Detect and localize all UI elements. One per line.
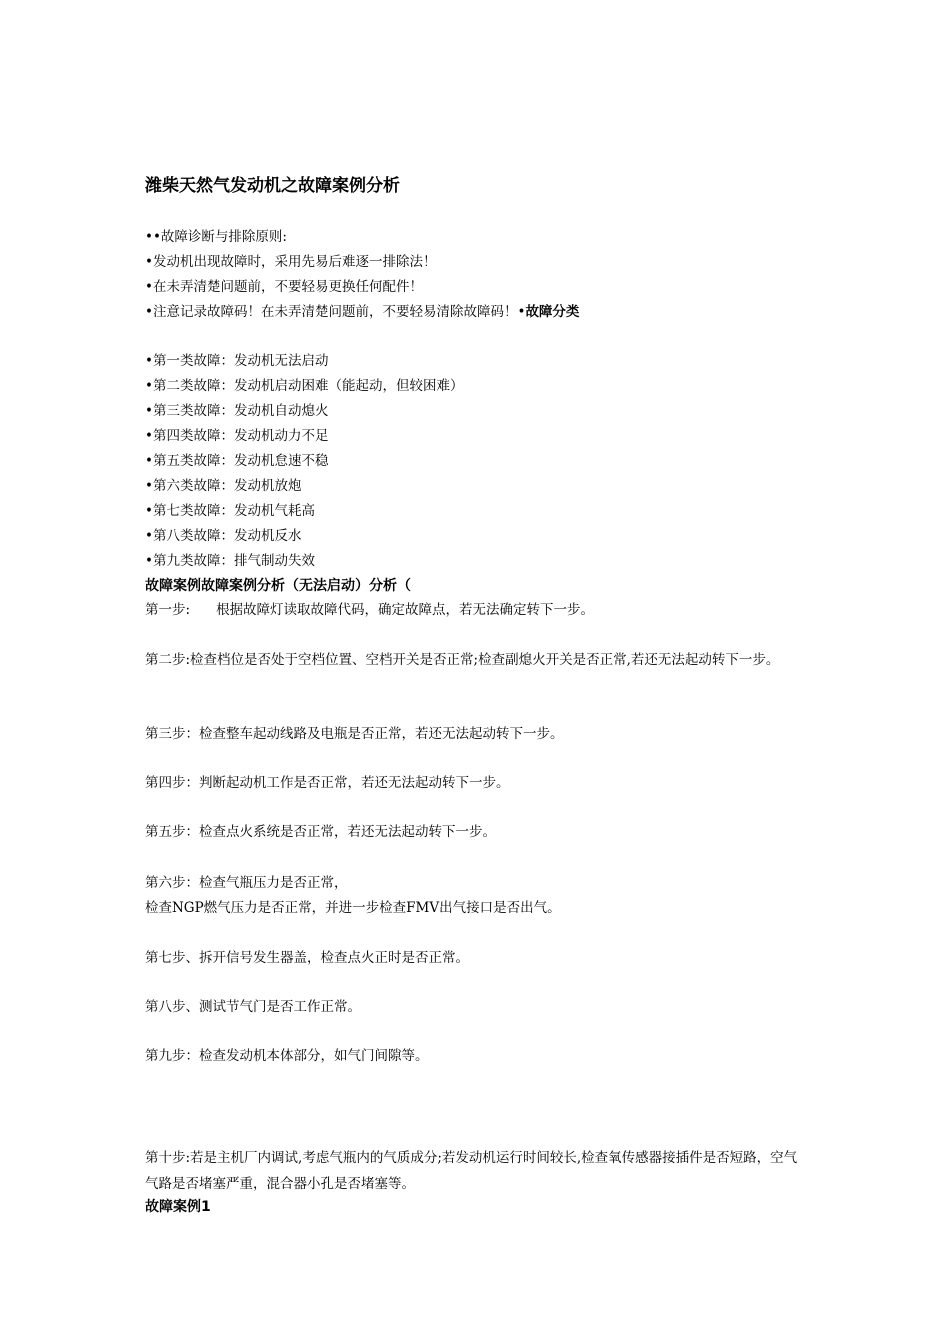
step-8: 第八步、测试节气门是否工作正常。 xyxy=(145,999,361,1015)
principle-item-text: •注意记录故障码！在未弄清楚问题前，不要轻易清除故障码！• xyxy=(145,304,526,320)
step-5: 第五步：检查点火系统是否正常，若还无法起动转下一步。 xyxy=(145,824,496,840)
principle-item: •在未弄清楚问题前，不要轻易更换任何配件！ xyxy=(145,279,423,295)
principle-item-with-classification xyxy=(145,302,579,322)
category-item: •第八类故障：发动机反水 xyxy=(145,528,302,544)
step-1-label: 第一步: xyxy=(145,602,191,618)
step-10: 第十步:若是主机厂内调试,考虑气瓶内的气质成分;若发动机运行时间较长,检查氧传感器接插件是否短路，空气气路是否堵塞严重，混合器小孔是否堵塞等。 xyxy=(145,1150,798,1192)
category-item: •第二类故障：发动机启动困难（能起动，但较困难） xyxy=(145,378,464,394)
step-7: 第七步、拆开信号发生器盖，检查点火正时是否正常。 xyxy=(145,950,469,966)
document-title: 潍柴天然气发动机之故障案例分析 xyxy=(145,176,400,196)
case-heading: 故障案例1 xyxy=(145,1199,211,1215)
category-item: •第六类故障：发动机放炮 xyxy=(145,478,302,494)
step-1 xyxy=(145,600,594,620)
principle-item: •发动机出现故障时，采用先易后难逐一排除法！ xyxy=(145,254,437,270)
step-4: 第四步：判断起动机工作是否正常，若还无法起动转下一步。 xyxy=(145,775,510,791)
category-item: •第四类故障：发动机动力不足 xyxy=(145,428,329,444)
step-1-text: 根据故障灯读取故障代码，确定故障点，若无法确定转下一步。 xyxy=(216,602,595,618)
step-9: 第九步：检查发动机本体部分，如气门间隙等。 xyxy=(145,1048,429,1064)
step-6-line-1: 第六步：检查气瓶压力是否正常， xyxy=(145,875,348,891)
classification-label: 故障分类 xyxy=(525,304,580,320)
step-6-line-2: 检查NGP燃气压力是否正常，并进一步检查FMV出气接口是否出气。 xyxy=(145,900,561,916)
category-item: •第一类故障：发动机无法启动 xyxy=(145,353,329,369)
category-item: •第九类故障：排气制动失效 xyxy=(145,553,315,569)
category-item: •第五类故障：发动机怠速不稳 xyxy=(145,453,329,469)
analysis-heading: 故障案例故障案例分析（无法启动）分析（ xyxy=(145,578,411,594)
principles-heading: ••故障诊断与排除原则: xyxy=(145,229,287,245)
category-item: •第三类故障：发动机自动熄火 xyxy=(145,403,329,419)
category-item: •第七类故障：发动机气耗高 xyxy=(145,503,315,519)
step-2: 第二步:检查档位是否处于空档位置、空档开关是否正常;检查副熄火开关是否正常,若还无法起动转下一步。 xyxy=(145,652,780,668)
step-3: 第三步：检查整车起动线路及电瓶是否正常，若还无法起动转下一步。 xyxy=(145,726,564,742)
